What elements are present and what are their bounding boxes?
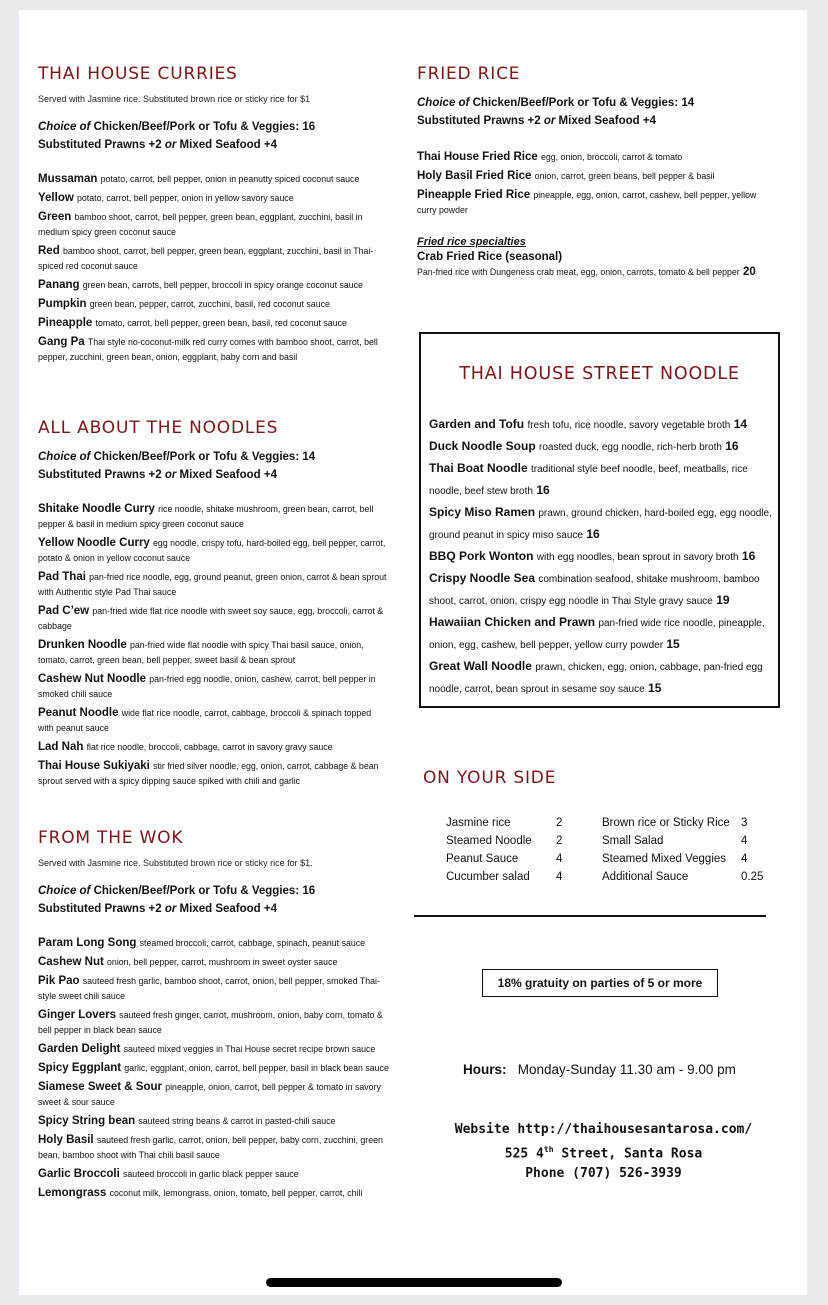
item-desc: sauteed string beans & carrot in pasted-chili sauce [138,1116,336,1126]
street-noodle-box [419,332,780,708]
side-row [446,868,776,886]
wok-title: FROM THE WOK [38,828,184,848]
item-name: Cashew Nut Noodle [38,673,146,685]
item-name: Mussaman [38,173,98,185]
or-label: or [164,903,177,915]
sub-text: Substituted Prawns +2 [38,469,165,481]
hours-value: Monday-Sunday 11.30 am - 9.00 pm [517,1062,736,1077]
hours-label: Hours: [463,1062,507,1077]
wok-section [38,828,393,1205]
side-price: 4 [556,853,563,865]
item-desc: steamed broccoli, carrot, cabbage, spinach, peanut sauce [139,938,366,948]
item-desc: with egg noodles, bean sprout in savory broth [536,552,739,563]
side-name: Cucumber salad [446,871,530,883]
choice-text: Chicken/Beef/Pork or Tofu & Veggies: 14 [472,97,695,109]
item-price: 15 [648,681,662,695]
item-desc: egg noodle, crispy tofu, hard-boiled egg, bell pepper, carrot, potato & onion in yellow coconut sauce [38,538,386,563]
item-desc: fresh tofu, rice noodle, savory vegetable broth [527,420,731,431]
menu-item [38,974,393,1004]
menu-item [38,316,388,331]
or-label: or [164,469,177,481]
menu-item [38,1080,393,1110]
menu-item [429,546,774,568]
special-desc: Pan-fried rice with Dungeness crab meat, egg, onion, carrots, tomato & bell pepper [417,267,740,277]
curries-choice [38,118,388,154]
choice-text: Chicken/Beef/Pork or Tofu & Veggies: 14 [93,451,316,463]
item-name: Pik Pao [38,975,80,987]
item-name: Lad Nah [38,741,84,753]
sub-text-2: Mixed Seafood +4 [176,469,278,481]
item-name: Drunken Noodle [38,639,127,651]
item-price: 16 [741,549,756,563]
menu-item [38,604,388,634]
side-table [446,814,776,886]
menu-item [429,656,774,700]
menu-item [38,1133,393,1163]
item-name: Param Long Song [38,937,137,949]
item-desc: pan-fried rice noodle, egg, ground peanut, green onion, carrot & bean sprout with Authentic style Pad Thai sauce [38,572,387,597]
street-noodle-list [429,414,774,700]
item-name: Peanut Noodle [38,707,119,719]
side-price: 4 [741,835,748,847]
menu-item [38,172,388,187]
special-item [417,250,757,280]
or-label: or [543,115,556,127]
hours-line [463,1062,736,1077]
menu-item [429,436,774,458]
item-desc: sauteed fresh garlic, bamboo shoot, carrot, onion, bell pepper, smoked Thai-style sweet chili sauce [38,976,380,1001]
noodles-section [38,418,388,793]
sub-text: Substituted Prawns +2 [417,115,544,127]
curries-list [38,172,388,365]
item-name: Pad Thai [38,571,86,583]
menu-item [417,150,757,165]
menu-item [38,502,388,532]
item-price: 15 [666,637,680,651]
item-name: Thai House Fried Rice [417,151,538,163]
item-name: Lemongrass [38,1187,107,1199]
item-name: Thai Boat Noodle [429,461,528,475]
item-name: BBQ Pork Wonton [429,549,534,563]
item-name: Spicy Miso Ramen [429,505,536,519]
side-price: 2 [556,817,563,829]
specialties-title: Fried rice specialties [417,236,526,248]
item-desc: rice noodle, shitake mushroom, green bean, carrot, bell pepper & basil in medium spicy green coconut sauce [38,504,374,529]
item-desc: potato, carrot, bell pepper, onion in peanutty spiced coconut sauce [100,174,360,184]
menu-item [38,955,393,970]
side-price: 4 [741,853,748,865]
menu-item [38,1008,393,1038]
item-desc: onion, carrot, green beans, bell pepper & basil [534,171,715,181]
address-suffix: th [543,1145,554,1154]
item-name: Spicy Eggplant [38,1062,122,1074]
menu-item [38,1186,393,1201]
item-desc: roasted duck, egg noodle, rich-herb broth [539,442,722,453]
item-name: Shitake Noodle Curry [38,503,155,515]
item-name: Hawaiian Chicken and Prawn [429,615,596,629]
choice-of-label: Choice of [38,885,91,897]
noodles-list [38,502,388,789]
menu-item [38,191,388,206]
item-desc: prawn, chicken, egg, onion, cabbage, pan-fried egg noodle, carrot, bean sprout in sesame soy sauce [429,662,763,695]
curries-note: Served with Jasmine rice. Substituted brown rice or sticky rice for $1 [38,94,311,104]
choice-of-label: Choice of [38,121,91,133]
item-name: Garlic Broccoli [38,1168,120,1180]
fried-rice-choice [417,94,757,130]
choice-of-label: Choice of [417,97,470,109]
item-name: Duck Noodle Soup [429,439,536,453]
menu-item [38,278,388,293]
side-price: 4 [556,871,563,883]
item-name: Holy Basil [38,1134,94,1146]
divider [414,915,766,917]
item-price: 19 [716,593,730,607]
side-row [446,814,776,832]
menu-item [38,638,388,668]
item-name: Cashew Nut [38,956,104,968]
item-name: Yellow Noodle Curry [38,537,150,549]
side-price: 0.25 [741,871,764,883]
item-desc: sauteed broccoli in garlic black pepper sauce [123,1169,299,1179]
item-desc: green bean, pepper, carrot, zucchini, basil, red coconut sauce [89,299,330,309]
item-desc: stir fried silver noodle, egg, onion, carrot, cabbage & bean sprout served with a spicy dipping sauce spiked with chili and garlic [38,761,379,786]
item-price: 16 [536,483,550,497]
item-name: Spicy String bean [38,1115,136,1127]
choice-text: Chicken/Beef/Pork or Tofu & Veggies: 16 [93,121,316,133]
menu-item [38,536,388,566]
menu-item [417,169,757,184]
menu-item [38,335,388,365]
item-desc: pineapple, egg, onion, carrot, cashew, bell pepper, yellow curry powder [417,190,757,215]
fried-rice-list [417,150,757,218]
item-desc: pan-fried wide flat noodle with spicy Thai basil sauce, onion, tomato, carrot, green bean, bell pepper, sweet basil & bean sprout [38,640,364,665]
contact-block [437,1120,770,1184]
item-desc: bamboo shoot, carrot, bell pepper, green bean, eggplant, zucchini, basil in Thai-spiced red coconut sauce [38,246,374,271]
menu-item [429,458,774,502]
item-desc: pan-fried wide flat rice noodle with sweet soy sauce, egg, broccoli, carrot & cabbage [38,606,384,631]
item-name: Pumpkin [38,298,87,310]
side-name: Jasmine rice [446,817,511,829]
item-name: Green [38,211,72,223]
item-desc: combination seafood, shitake mushroom, bamboo shoot, carrot, onion, crispy egg noodle in Thai Style gravy sauce [429,574,760,607]
address-street: Street, Santa Rosa [553,1146,703,1162]
item-desc: potato, carrot, bell pepper, onion in yellow savory sauce [77,193,294,203]
side-name: Brown rice or Sticky Rice [602,817,730,829]
item-desc: onion, bell pepper, carrot, mushroom in sweet oyster sauce [107,957,338,967]
side-name: Steamed Mixed Veggies [602,853,727,865]
item-name: Holy Basil Fried Rice [417,170,532,182]
item-desc: egg, onion, broccoli, carrot & tomato [540,152,683,162]
side-name: Peanut Sauce [446,853,519,865]
item-desc: coconut milk, lemongrass, onion, tomato, bell pepper, carrot, chili [109,1188,363,1198]
special-name: Crab Fried Rice (seasonal) [417,251,563,263]
item-desc: wide flat rice noodle, carrot, cabbage, broccoli & spinach topped with peanut sauce [38,708,372,733]
wok-choice [38,882,393,918]
menu-item [38,759,388,789]
menu-item [38,1042,393,1057]
item-name: Gang Pa [38,336,85,348]
item-desc: garlic, eggplant, onion, carrot, bell pepper, basil in black bean sauce [124,1063,389,1073]
sub-text-2: Mixed Seafood +4 [176,903,278,915]
item-desc: Thai style no-coconut-milk red curry comes with bamboo shoot, carrot, bell pepper, zucchini, green bean, onion, eggplant, baby corn and basil [38,337,378,362]
item-name: Great Wall Noodle [429,659,532,673]
gratuity-notice: 18% gratuity on parties of 5 or more [482,969,718,997]
menu-item [38,244,388,274]
item-name: Yellow [38,192,74,204]
menu-page [19,10,807,1295]
item-desc: pan-fried wide rice noodle, pineapple, onion, egg, cashew, bell pepper, yellow curry powder [429,618,765,651]
choice-text: Chicken/Beef/Pork or Tofu & Veggies: 16 [93,885,316,897]
side-name: Additional Sauce [602,871,689,883]
item-name: Garden and Tofu [429,417,525,431]
item-name: Pad C’ew [38,605,90,617]
side-name: Steamed Noodle [446,835,532,847]
menu-item [38,210,388,240]
item-desc: green bean, carrots, bell pepper, broccoli in spicy orange coconut sauce [82,280,363,290]
or-label: or [164,139,177,151]
item-price: 16 [586,527,600,541]
item-desc: bamboo shoot, carrot, bell pepper, green bean, eggplant, zucchini, basil in medium spicy green coconut sauce [38,212,363,237]
sub-text: Substituted Prawns +2 [38,139,165,151]
item-name: Thai House Sukiyaki [38,760,150,772]
item-name: Pineapple Fried Rice [417,189,531,201]
menu-item [38,740,388,755]
side-price: 2 [556,835,563,847]
item-name: Ginger Lovers [38,1009,116,1021]
menu-item [429,414,774,436]
item-desc: traditional style beef noodle, beef, meatballs, rice noodle, beef stew broth [429,464,748,497]
item-name: Pineapple [38,317,93,329]
menu-item [38,297,388,312]
item-price: 16 [725,439,739,453]
item-desc: sauteed fresh garlic, carrot, onion, bell pepper, baby corn, zucchini, green bean, bamboo shoot with Thai chili basil sauce [38,1135,383,1160]
item-name: Red [38,245,60,257]
item-name: Crispy Noodle Sea [429,571,536,585]
wok-note: Served with Jasmine rice. Substituted brown rice or sticky rice for $1. [38,858,313,868]
curries-title: THAI HOUSE CURRIES [38,64,238,84]
wok-list [38,936,393,1201]
sub-text-2: Mixed Seafood +4 [555,115,657,127]
fried-rice-section [417,64,757,284]
item-price: 14 [733,417,748,431]
menu-item [38,706,388,736]
menu-item [38,936,393,951]
side-row [446,850,776,868]
sub-text: Substituted Prawns +2 [38,903,165,915]
item-desc: tomato, carrot, bell pepper, green bean, basil, red coconut sauce [95,318,347,328]
item-desc: sauteed fresh ginger, carrot, mushroom, onion, baby corn, tomato & bell pepper in black bean sauce [38,1010,383,1035]
website-link[interactable]: Website http://thaihousesantarosa.com/ [454,1122,753,1137]
address [437,1140,770,1164]
item-desc: pan-fried egg noodle, onion, cashew, carrot, bell pepper in smoked chili sauce [38,674,376,699]
curries-section [38,64,388,369]
address-number: 525 4 [504,1146,544,1162]
menu-item [38,672,388,702]
item-name: Garden Delight [38,1043,121,1055]
fried-rice-title: FRIED RICE [417,64,521,84]
item-desc: pineapple, onion, carrot, bell pepper & tomato in savory sweet & sour sauce [38,1082,381,1107]
item-name: Siamese Sweet & Sour [38,1081,162,1093]
menu-item [429,502,774,546]
phone: Phone (707) 526-3939 [525,1166,682,1182]
menu-item [38,1114,393,1129]
special-price: 20 [742,266,756,278]
item-name: Panang [38,279,80,291]
item-desc: flat rice noodle, broccoli, cabbage, carrot in savory gravy sauce [86,742,333,752]
side-row [446,832,776,850]
menu-item [429,568,774,612]
choice-of-label: Choice of [38,451,91,463]
menu-item [38,570,388,600]
side-title: ON YOUR SIDE [423,768,557,788]
item-desc: prawn, ground chicken, hard-boiled egg, egg noodle, ground peanut in spicy miso sauce [429,508,772,541]
menu-item [38,1061,393,1076]
home-indicator[interactable] [266,1278,562,1287]
menu-item [417,188,757,218]
item-desc: sauteed mixed veggies in Thai House secret recipe brown sauce [123,1044,376,1054]
sub-text-2: Mixed Seafood +4 [176,139,278,151]
menu-item [38,1167,393,1182]
side-name: Small Salad [602,835,664,847]
noodles-title: ALL ABOUT THE NOODLES [38,418,279,438]
menu-item [429,612,774,656]
side-price: 3 [741,817,748,829]
street-noodle-title: THAI HOUSE STREET NOODLE [459,364,740,384]
noodles-choice [38,448,388,484]
